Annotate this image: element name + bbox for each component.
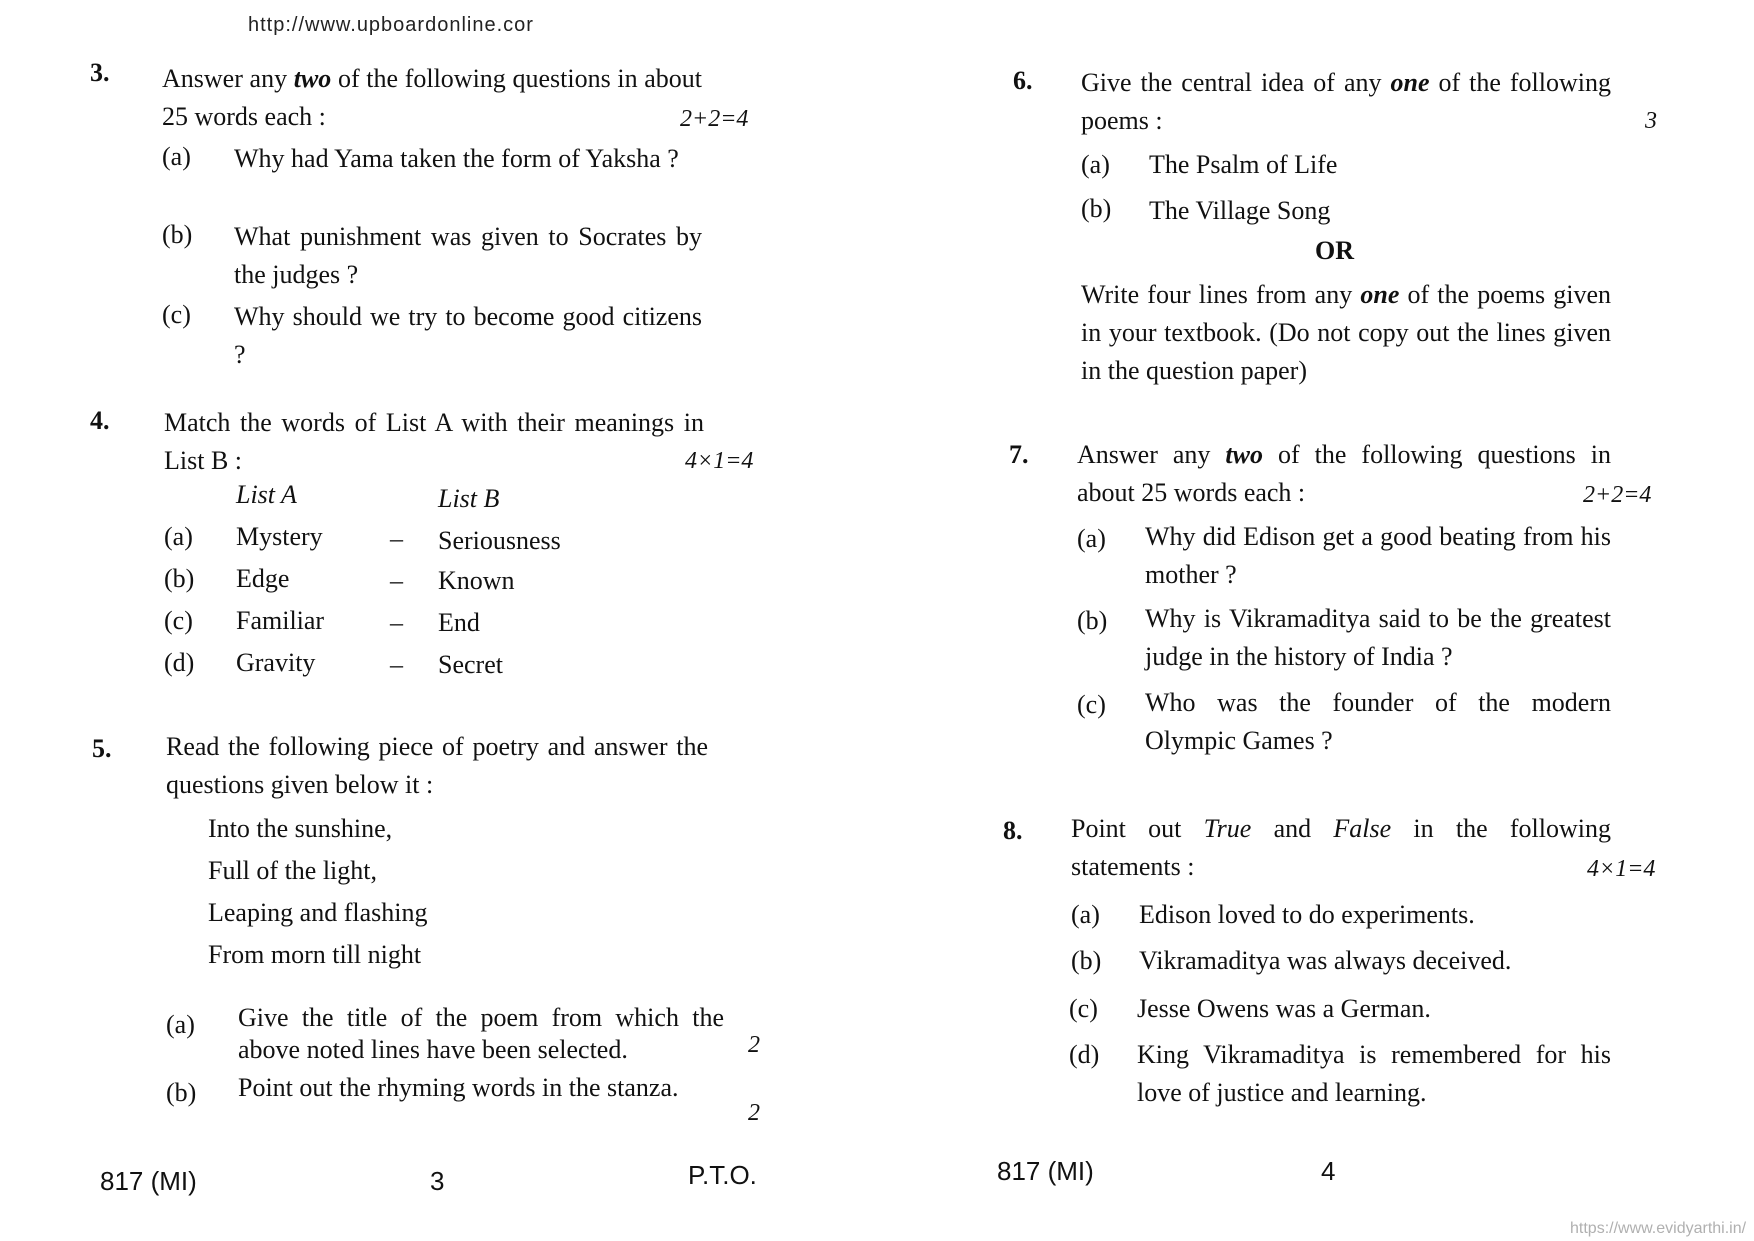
match-list-b-word: End <box>438 608 480 637</box>
question-number: 7. <box>1009 440 1029 469</box>
header-url: http://www.upboardonline.cor <box>248 14 534 36</box>
question-6-stem: Give the central idea of any one of the following poems : <box>1081 68 1612 135</box>
match-dash: – <box>390 566 403 595</box>
match-list-b-word: Secret <box>438 650 503 679</box>
sub-label: (c) <box>1077 690 1106 719</box>
sub-question: Why is Vikramaditya said to be the greatest judge in the history of India ? <box>1145 604 1611 671</box>
match-list-a-word: Familiar <box>236 606 325 635</box>
poem-line: From morn till night <box>208 940 422 969</box>
match-dash: – <box>390 524 403 553</box>
question-7-marks: 2+2=4 <box>1583 482 1652 508</box>
page-number: 4 <box>1321 1156 1336 1186</box>
sub-label: (d) <box>1069 1040 1100 1069</box>
sub-label: (a) <box>166 1010 195 1039</box>
sub-label: (c) <box>1069 994 1098 1023</box>
question-6-alternative: Write four lines from any one of the poems given in your textbook. (Do not copy out the lines given in the question paper) <box>1081 280 1611 385</box>
sub-label: (b) <box>1077 606 1108 635</box>
question-5-stem: Read the following piece of poetry and answer the questions given below it : <box>166 732 708 799</box>
list-b-heading: List B <box>438 484 500 513</box>
question-number: 6. <box>1013 66 1033 95</box>
page-number: 3 <box>430 1166 445 1196</box>
question-number: 3. <box>90 58 110 87</box>
sub-label: (b) <box>166 1078 197 1107</box>
question-3-stem: Answer any two of the following questions in about 25 words each : <box>162 64 702 131</box>
sub-label: (b) <box>162 220 193 249</box>
sub-label: (b) <box>1071 946 1102 975</box>
match-list-a-word: Mystery <box>236 522 323 551</box>
match-list-a-word: Edge <box>236 564 290 593</box>
or-separator: OR <box>1315 236 1354 265</box>
sub-label: (a) <box>1081 150 1110 179</box>
question-4-marks: 4×1=4 <box>685 448 754 474</box>
paper-code: 817 (MI) <box>997 1156 1094 1186</box>
sub-label: (a) <box>1077 524 1106 553</box>
question-3-marks: 2+2=4 <box>680 106 749 132</box>
poem-title-option: The Village Song <box>1149 196 1331 225</box>
watermark-url: https://www.evidyarthi.in/ <box>1570 1220 1747 1237</box>
match-list-b-word: Known <box>438 566 515 595</box>
sub-question: Who was the founder of the modern Olympic Games ? <box>1145 688 1611 755</box>
sub-question-marks: 2 <box>748 1032 760 1058</box>
sub-question: Give the title of the poem from which the above noted lines have been selected. <box>238 1003 724 1064</box>
statement: Jesse Owens was a German. <box>1137 994 1431 1023</box>
sub-question: What punishment was given to Socrates by the judges ? <box>234 222 702 289</box>
poem-line: Full of the light, <box>208 856 377 885</box>
sub-question: Why should we try to become good citizens ? <box>234 302 702 369</box>
question-8-marks: 4×1=4 <box>1587 856 1656 882</box>
question-7-stem: Answer any two of the following questions in about 25 words each : <box>1077 440 1611 507</box>
poem-line: Leaping and flashing <box>208 898 428 927</box>
question-number: 4. <box>90 406 110 435</box>
match-dash: – <box>390 650 403 679</box>
sub-question: Why did Edison get a good beating from his mother ? <box>1145 522 1611 589</box>
match-label: (b) <box>164 564 195 593</box>
sub-label: (a) <box>162 142 191 171</box>
statement: King Vikramaditya is remembered for his love of justice and learning. <box>1137 1040 1611 1107</box>
question-number: 8. <box>1003 816 1023 845</box>
question-4-stem: Match the words of List A with their meanings in List B : <box>164 408 704 475</box>
sub-question: Point out the rhyming words in the stanza. <box>238 1073 679 1102</box>
match-dash: – <box>390 608 403 637</box>
match-list-b-word: Seriousness <box>438 526 561 555</box>
poem-line: Into the sunshine, <box>208 814 393 843</box>
question-number: 5. <box>92 734 112 763</box>
match-label: (a) <box>164 522 193 551</box>
pto-label: P.T.O. <box>688 1160 757 1190</box>
question-8-stem: Point out True and False in the following statements : <box>1071 814 1611 881</box>
right-page <box>877 0 1754 1241</box>
sub-question: Why had Yama taken the form of Yaksha ? <box>234 144 679 173</box>
match-list-a-word: Gravity <box>236 648 316 677</box>
list-a-heading: List A <box>236 480 297 509</box>
statement: Vikramaditya was always deceived. <box>1139 946 1512 975</box>
question-6-marks: 3 <box>1645 108 1657 134</box>
poem-title-option: The Psalm of Life <box>1149 150 1338 179</box>
sub-question-marks: 2 <box>748 1100 760 1126</box>
match-label: (d) <box>164 648 195 677</box>
sub-label: (b) <box>1081 194 1112 223</box>
sub-label: (c) <box>162 300 191 329</box>
paper-code: 817 (MI) <box>100 1166 197 1196</box>
statement: Edison loved to do experiments. <box>1139 900 1475 929</box>
match-label: (c) <box>164 606 193 635</box>
sub-label: (a) <box>1071 900 1100 929</box>
